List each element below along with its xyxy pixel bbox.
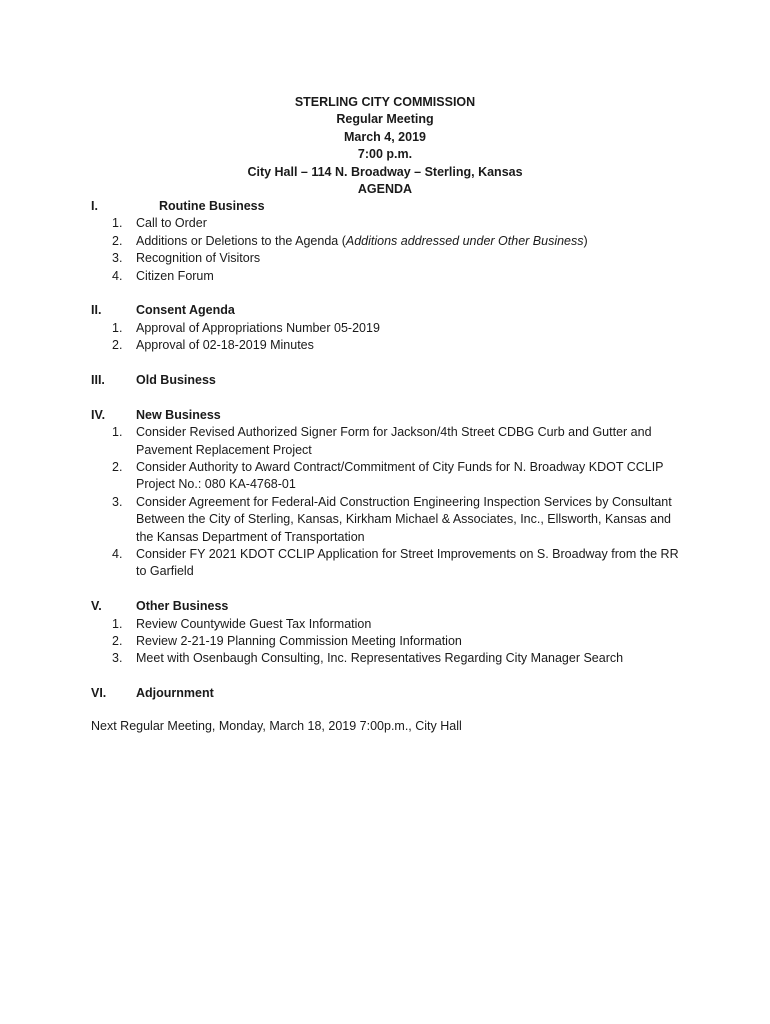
section-title: Adjournment (136, 686, 214, 701)
item-number: 3. (112, 251, 123, 266)
item-number: 4. (112, 268, 123, 283)
section-new-business (91, 407, 691, 581)
item-text (136, 233, 691, 250)
list-item (91, 250, 691, 267)
item-text-close: ) (583, 233, 588, 248)
item-text-main: Additions or Deletions to the Agenda ( (136, 233, 346, 248)
list-item (91, 337, 691, 354)
section-title: Old Business (136, 373, 216, 387)
next-meeting-note: Next Regular Meeting, Monday, March 18, 2019 7:00p.m., City Hall (91, 719, 462, 733)
section-numeral: I. (91, 199, 98, 213)
item-text: Call to Order (136, 216, 207, 231)
item-text: Citizen Forum (136, 268, 214, 283)
item-number: 2. (112, 634, 123, 649)
item-text-line: Consider Authority to Award Contract/Commitment of City Funds for N. Broadway KDOT CCLIP (136, 459, 664, 474)
section-numeral: VI. (91, 686, 107, 701)
list-item (91, 650, 691, 667)
list-item (91, 320, 691, 337)
item-text: Meet with Osenbaugh Consulting, Inc. Representatives Regarding City Manager Search (136, 651, 624, 666)
section-adjournment (91, 685, 691, 702)
item-number: 1. (112, 216, 123, 231)
item-number: 4. (112, 547, 123, 562)
meeting-location: City Hall – 114 N. Broadway – Sterling, Kansas (247, 164, 523, 179)
section-numeral: III. (91, 373, 105, 387)
item-text-line: Between the City of Sterling, Kansas, Kirkham Michael & Associates, Inc., Ellsworth, Kansas and (136, 512, 671, 527)
section-heading (91, 302, 691, 319)
list-item (91, 268, 691, 285)
item-text-line: Consider FY 2021 KDOT CCLIP Application for Street Improvements on S. Broadway from the RR (136, 547, 679, 562)
section-routine-business (91, 198, 691, 285)
item-text-line: Pavement Replacement Project (136, 442, 312, 457)
item-number: 1. (112, 425, 123, 440)
section-heading (91, 407, 691, 424)
agenda-body (91, 198, 691, 703)
agenda-header (0, 94, 770, 198)
section-heading (91, 198, 691, 215)
item-number: 3. (112, 494, 123, 509)
item-text: Review 2-21-19 Planning Commission Meeting Information (136, 634, 462, 649)
item-text: Recognition of Visitors (136, 251, 261, 266)
section-title: Consent Agenda (136, 303, 235, 318)
item-text: Review Countywide Guest Tax Information (136, 616, 372, 631)
section-numeral: IV. (91, 407, 106, 422)
section-consent-agenda (91, 302, 691, 354)
section-title: New Business (136, 407, 221, 422)
list-item (91, 494, 691, 546)
item-number: 2. (112, 459, 123, 474)
list-item (91, 424, 691, 459)
section-heading (91, 598, 691, 615)
item-number: 3. (112, 651, 123, 666)
meeting-date: March 4, 2019 (344, 129, 426, 144)
item-number: 1. (112, 616, 123, 631)
section-other-business (91, 598, 691, 668)
list-item (91, 215, 691, 232)
item-text-line: Consider Revised Authorized Signer Form for Jackson/4th Street CDBG Curb and Gutter and (136, 425, 652, 440)
section-numeral: II. (91, 303, 102, 318)
section-old-business (91, 372, 691, 389)
item-text-line: Project No.: 080 KA-4768-01 (136, 477, 296, 492)
item-number: 2. (112, 338, 123, 353)
list-item (91, 546, 691, 581)
item-text-line: to Garfield (136, 564, 194, 579)
list-item (91, 633, 691, 650)
item-text-line: the Kansas Department of Transportation (136, 529, 365, 544)
meeting-time: 7:00 p.m. (357, 147, 413, 162)
item-number: 1. (112, 320, 123, 335)
agenda-title: AGENDA (357, 182, 413, 197)
item-text-italic-note: Additions addressed under Other Business (345, 233, 584, 248)
section-heading (91, 372, 691, 389)
commission-title: STERLING CITY COMMISSION (294, 95, 476, 109)
list-item (91, 616, 691, 633)
section-heading (91, 685, 691, 702)
list-item (91, 459, 691, 494)
section-title: Routine Business (159, 199, 265, 213)
section-title: Other Business (136, 599, 229, 614)
section-numeral: V. (91, 599, 102, 614)
item-text-line: Consider Agreement for Federal-Aid Construction Engineering Inspection Services by Consultant (136, 494, 672, 509)
item-text: Approval of 02-18-2019 Minutes (136, 338, 314, 353)
item-number: 2. (112, 233, 123, 248)
item-text: Approval of Appropriations Number 05-2019 (136, 320, 380, 335)
meeting-type: Regular Meeting (336, 112, 434, 127)
list-item (91, 233, 691, 250)
